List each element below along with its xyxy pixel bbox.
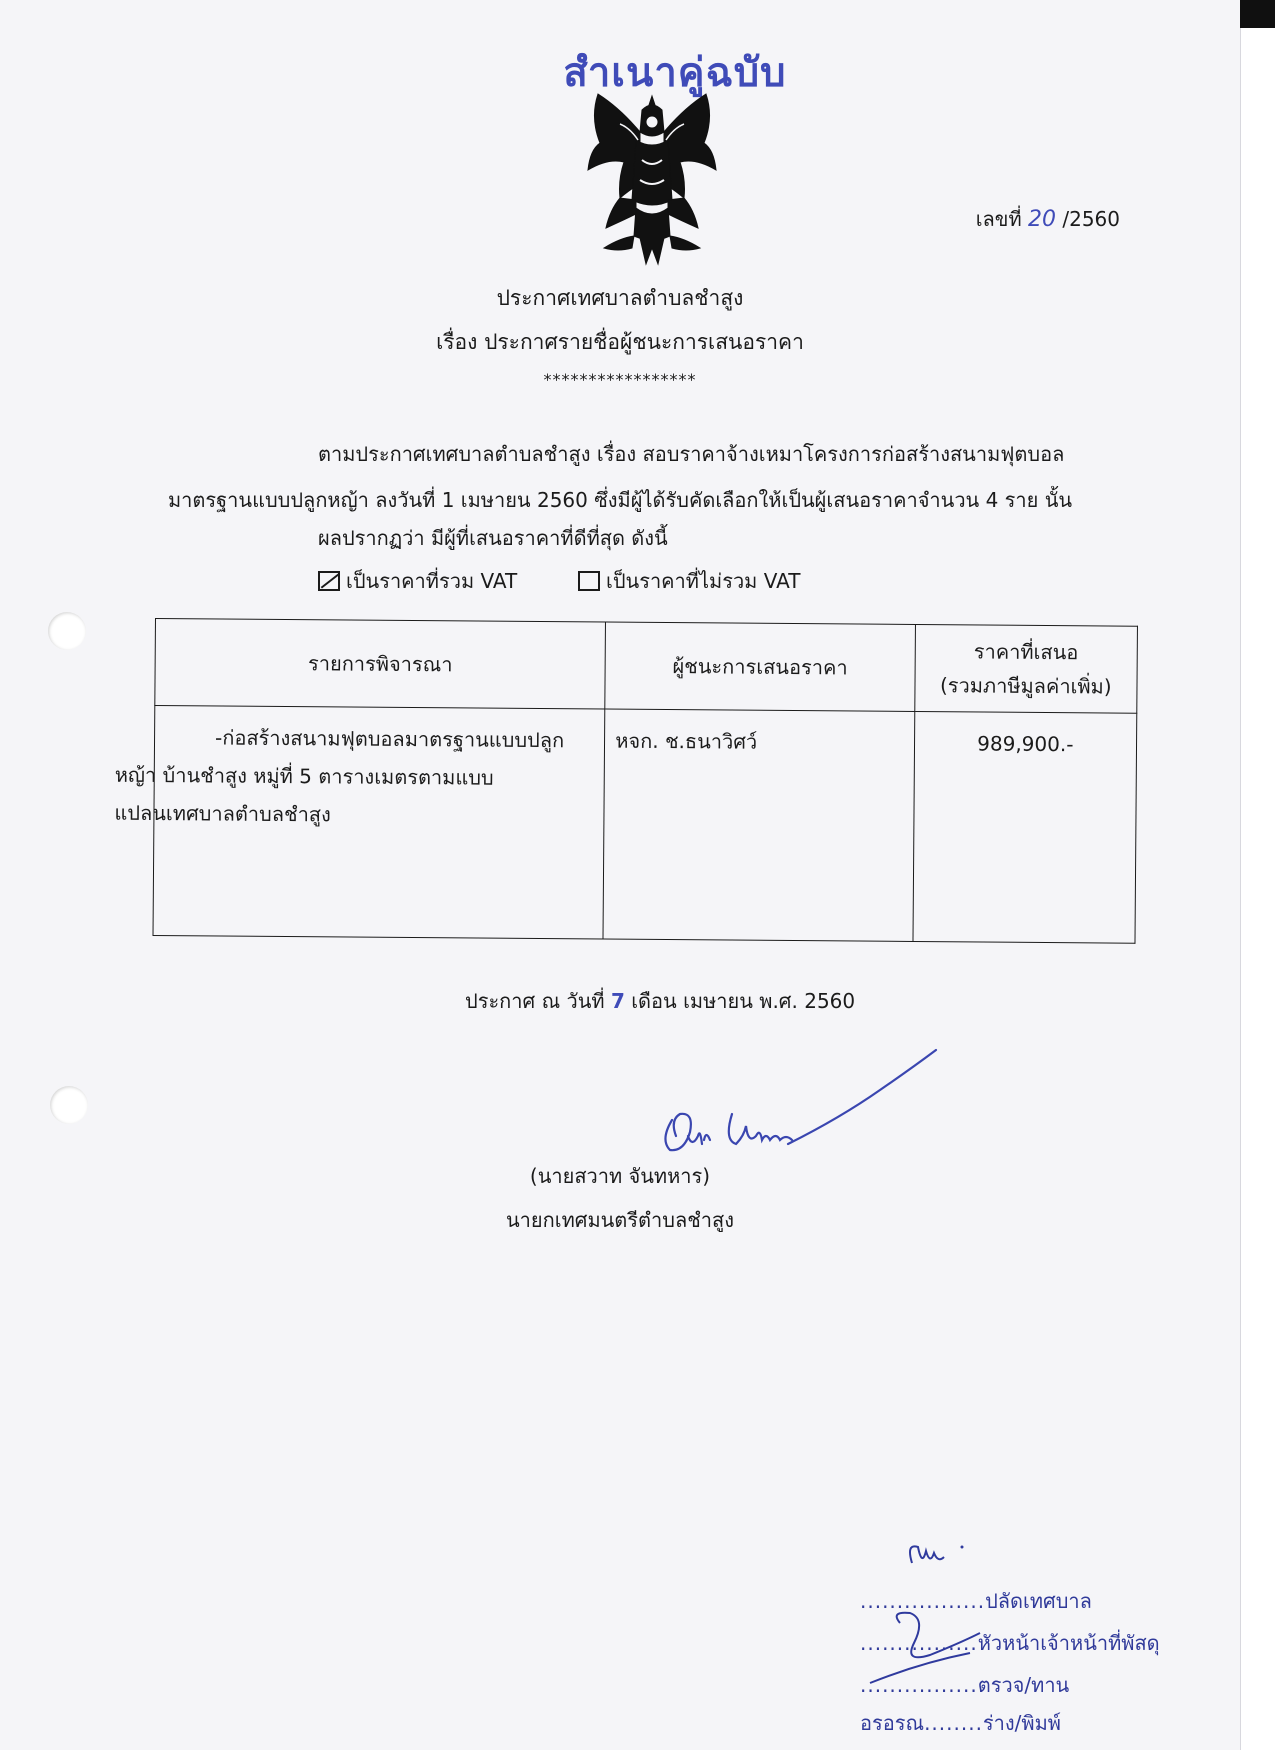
item-line-3: แปลนเทศบาลตำบลชำสูง — [114, 800, 331, 827]
approval-dots: ................. — [860, 1589, 986, 1613]
header-price-label: ราคาที่เสนอ — [973, 639, 1079, 665]
approval-role: หัวหน้าเจ้าหน้าที่พัสดุ — [977, 1631, 1160, 1655]
item-cell — [114, 706, 605, 940]
punch-hole-top — [48, 612, 86, 650]
approval-block — [860, 1533, 1200, 1733]
scanner-edge-shadow — [1240, 0, 1275, 28]
initial-mark — [900, 1533, 970, 1577]
announcement-date — [465, 985, 855, 1017]
header-winner: ผู้ชนะการเสนอราคา — [605, 622, 915, 711]
vat-excluded-checkbox — [578, 571, 600, 591]
vat-excluded-option — [578, 565, 800, 597]
signer-title: นายกเทศมนตรีตำบลชำสูง — [506, 1208, 734, 1232]
header-price — [914, 624, 1137, 713]
vat-excluded-label: เป็นราคาที่ไม่รวม VAT — [606, 569, 801, 593]
punch-hole-bottom — [50, 1086, 88, 1124]
item-line-1: -ก่อสร้างสนามฟุตบอลมาตรฐานแบบปลูก — [214, 725, 565, 753]
announce-day: 7 — [610, 989, 625, 1013]
doc-number-prefix: เลขที่ — [975, 207, 1022, 231]
table-header-row — [155, 619, 1138, 714]
mayor-signature — [640, 1040, 950, 1160]
winner-cell: หจก. ช.ธนาวิศว์ — [603, 709, 914, 941]
scanner-margin — [1240, 0, 1275, 1750]
approval-prefix: อรอรณ — [860, 1711, 925, 1735]
body-paragraph-line-1: ตามประกาศเทศบาลตำบลชำสูง เรื่อง สอบราคาจ้างเหมาโครงการก่อสร้างสนามฟุตบอล — [318, 442, 1065, 466]
doc-number-value: 20 — [1028, 207, 1056, 232]
vat-included-label: เป็นราคาที่รวม VAT — [346, 569, 518, 593]
approval-dots: ................ — [860, 1631, 978, 1655]
announcement-subject: เรื่อง ประกาศรายชื่อผู้ชนะการเสนอราคา — [436, 330, 804, 354]
vat-included-checkbox — [318, 571, 340, 591]
approval-role: ตรวจ/ทาน — [977, 1673, 1070, 1697]
approval-dots: ................ — [860, 1673, 978, 1697]
announce-date-suffix: เดือน เมษายน พ.ศ. 2560 — [624, 989, 856, 1013]
document-number — [976, 203, 1120, 235]
announce-date-prefix: ประกาศ ณ วันที่ — [465, 989, 611, 1013]
header-price-note: (รวมภาษีมูลค่าเพิ่ม) — [939, 673, 1112, 699]
award-table — [114, 618, 1138, 944]
approval-role: ปลัดเทศบาล — [985, 1589, 1092, 1613]
doc-number-suffix: /2560 — [1062, 207, 1120, 231]
approval-role: ร่าง/พิมพ์ — [982, 1711, 1061, 1735]
header-separator: ***************** — [543, 370, 697, 389]
approval-dots: ........ — [924, 1711, 983, 1735]
item-line-2: หญ้า บ้านชำสูง หมู่ที่ 5 ตารางเมตรตามแบบ — [114, 762, 494, 790]
copy-stamp: สำเนาคู่ฉบับ — [563, 50, 787, 96]
signer-name: (นายสวาท จันทหาร) — [529, 1164, 711, 1188]
price-cell: 989,900.- — [913, 711, 1137, 943]
body-paragraph-line-2: มาตรฐานแบบปลูกหญ้า ลงวันที่ 1 เมษายน 2560 ซึ่งมีผู้ได้รับคัดเลือกให้เป็นผู้เสนอราคาจำนวน 4 ราย นั้น — [168, 488, 1073, 512]
table-row — [153, 706, 1137, 944]
approver-signature — [860, 1603, 1000, 1713]
header-item: รายการพิจารณา — [155, 619, 606, 710]
vat-included-option — [318, 565, 517, 597]
body-paragraph-line-3: ผลปรากฏว่า มีผู้ที่เสนอราคาที่ดีที่สุด ดังนี้ — [318, 526, 668, 550]
garuda-emblem-icon — [580, 88, 725, 270]
announcement-authority: ประกาศเทศบาลตำบลชำสูง — [496, 286, 744, 310]
